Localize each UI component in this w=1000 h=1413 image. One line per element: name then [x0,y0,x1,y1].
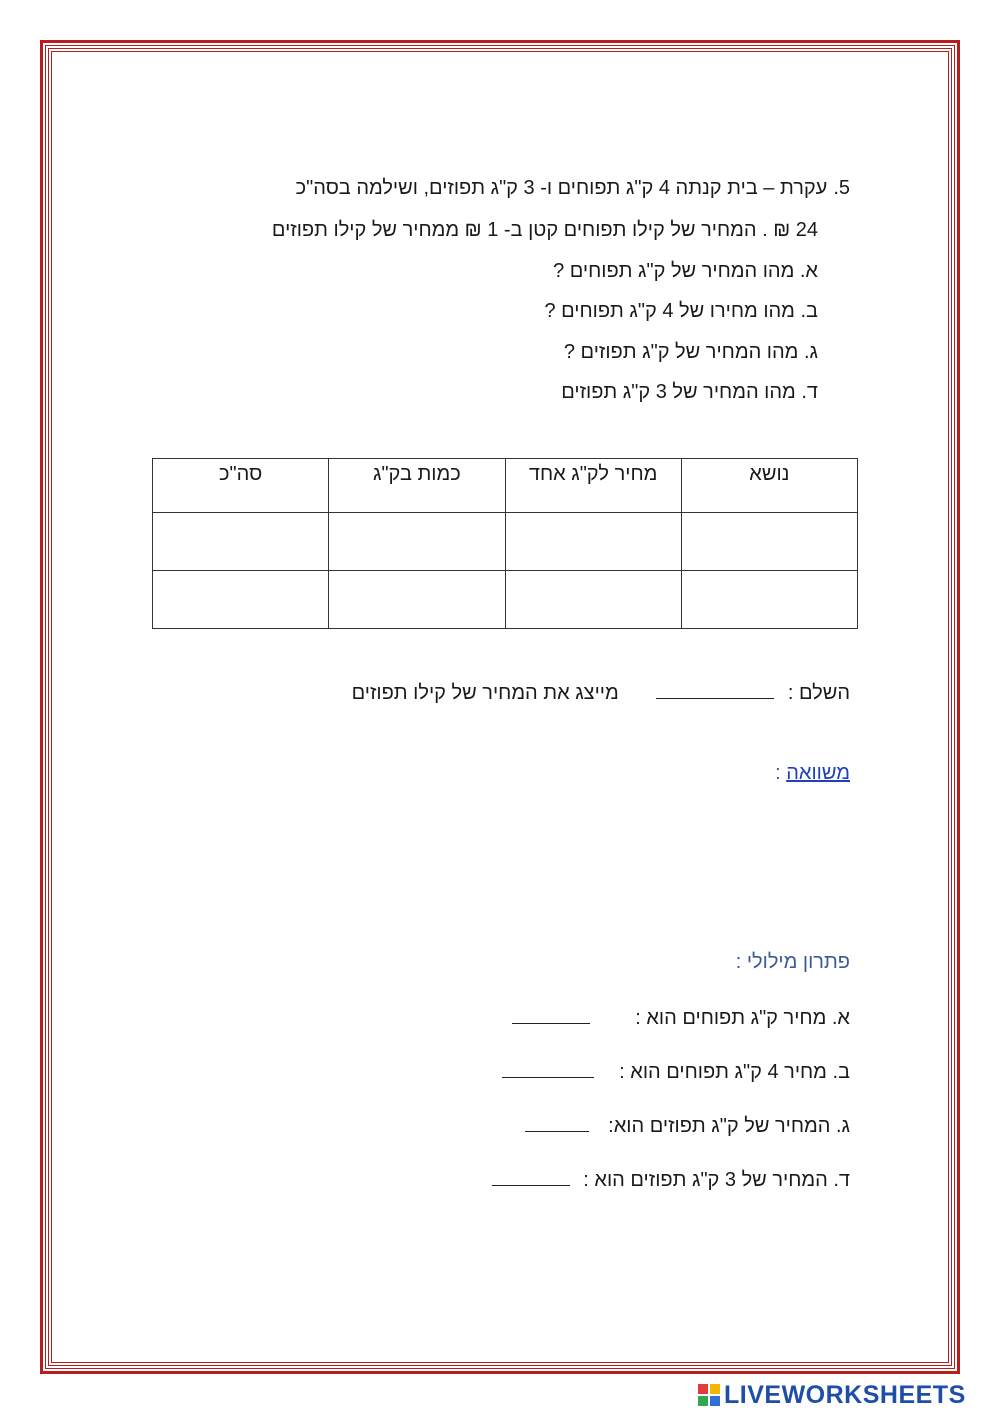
header-subject: נושא [681,459,857,513]
table-cell[interactable] [681,513,857,571]
question-sub-d: ד. מהו המחיר של 3 ק"ג תפוזים [561,381,818,403]
equation-line [775,761,850,785]
table-cell[interactable] [681,571,857,629]
verbal-d-text: ד. המחיר של 3 ק"ג תפוזים הוא : [583,1169,850,1191]
question-text-1: עקרת – בית קנתה 4 ק"ג תפוחים ו- 3 ק"ג תפוזים, ושילמה בסה"כ [295,177,828,199]
logo-square-icon [710,1384,720,1394]
equation-label: משוואה [786,762,850,784]
table-row [153,513,858,571]
verbal-b-line [502,1059,850,1084]
complete-blank[interactable] [656,680,774,699]
complete-line [352,680,850,705]
table-cell[interactable] [329,571,505,629]
question-sub-c: ג. מהו המחיר של ק"ג תפוזים ? [563,341,818,363]
question-line-2: 24 ₪ . המחיר של קילו תפוחים קטן ב- 1 ₪ ממחיר של קילו תפוזים [271,219,818,241]
verbal-b-blank[interactable] [502,1059,594,1078]
data-table [152,458,858,629]
header-quantity-kg: כמות בק"ג [329,459,505,513]
question-sub-b: ב. מהו מחירו של 4 ק"ג תפוחים ? [544,300,818,322]
header-total: סה"כ [153,459,329,513]
table-cell[interactable] [505,513,681,571]
table-cell[interactable] [505,571,681,629]
logo-square-icon [698,1396,708,1406]
verbal-c-line [525,1113,850,1138]
complete-prefix: השלם : [787,682,850,704]
question-sub-a: א. מהו המחיר של ק"ג תפוחים ? [553,260,818,282]
table-cell[interactable] [329,513,505,571]
verbal-b-text: ב. מחיר 4 ק"ג תפוחים הוא : [619,1061,850,1083]
verbal-c-text: ג. המחיר של ק"ג תפוזים הוא: [608,1115,850,1137]
table-row [153,571,858,629]
table-cell[interactable] [153,571,329,629]
verbal-d-line [492,1167,850,1192]
verbal-d-blank[interactable] [492,1167,570,1186]
logo-square-icon [710,1396,720,1406]
header-price-per-kg: מחיר לק"ג אחד [505,459,681,513]
verbal-a-blank[interactable] [512,1005,590,1024]
table-header-row [153,459,858,513]
logo-square-icon [698,1384,708,1394]
equation-colon: : [775,762,781,784]
verbal-a-text: א. מחיר ק"ג תפוחים הוא : [635,1007,850,1029]
verbal-c-blank[interactable] [525,1113,589,1132]
verbal-solution-title: פתרון מילולי : [735,951,850,973]
logo-text: LIVEWORKSHEETS [724,1380,966,1409]
liveworksheets-logo [698,1377,966,1413]
question-line-1 [296,176,850,200]
table-cell[interactable] [153,513,329,571]
verbal-a-line [512,1005,850,1030]
complete-suffix: מייצג את המחיר של קילו תפוזים [351,682,619,704]
logo-mark-icon [698,1384,720,1406]
question-number: 5. [833,177,850,199]
